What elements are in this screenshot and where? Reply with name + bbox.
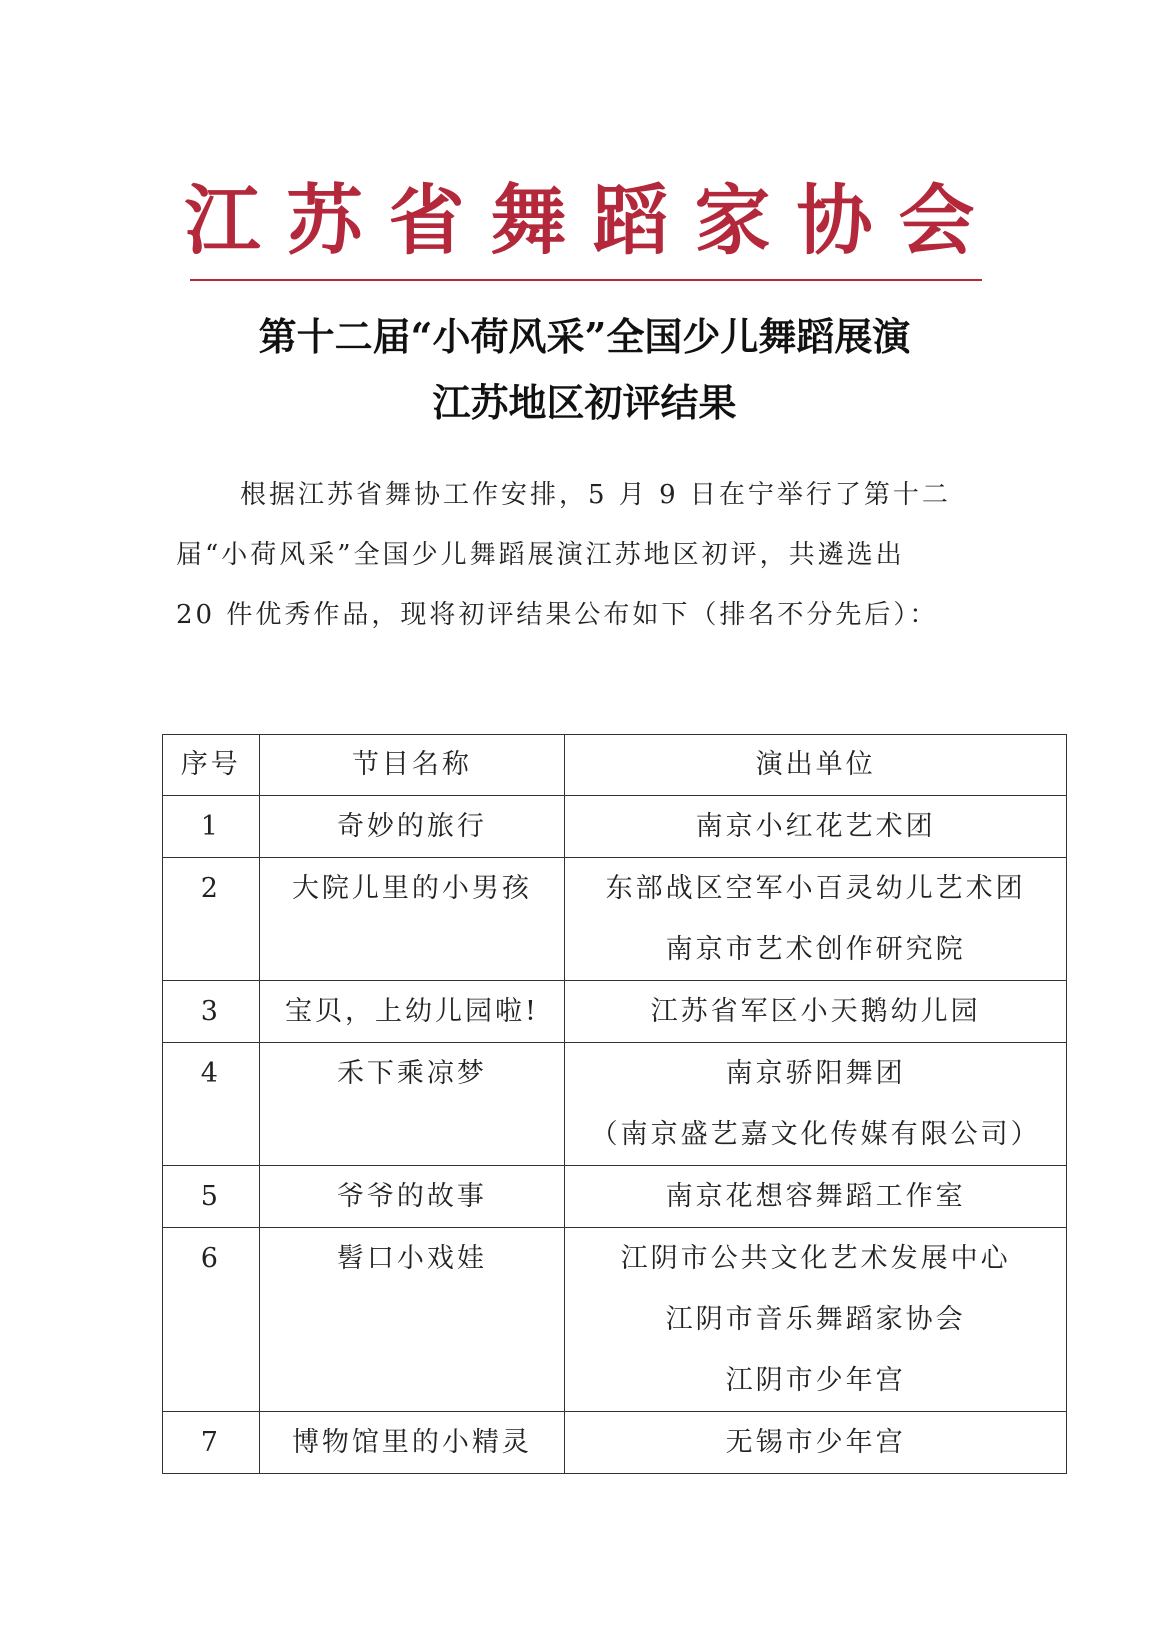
table-row <box>163 981 1067 1043</box>
performing-unit: 东部战区空军小百灵幼儿艺术团 南京市艺术创作研究院 <box>565 858 1067 981</box>
performing-unit: 江苏省军区小天鹅幼儿园 <box>565 981 1067 1043</box>
performing-unit: 南京小红花艺术团 <box>565 796 1067 858</box>
table-row <box>163 1166 1067 1228</box>
row-number: 6 <box>163 1228 260 1412</box>
results-table <box>162 734 1067 1474</box>
table-row <box>163 1228 1067 1412</box>
table-header-row <box>163 735 1067 796</box>
performing-unit: 江阴市公共文化艺术发展中心 江阴市音乐舞蹈家协会 江阴市少年宫 <box>565 1228 1067 1412</box>
table-row <box>163 796 1067 858</box>
program-name: 宝贝，上幼儿园啦! <box>259 981 565 1043</box>
program-name: 髫口小戏娃 <box>259 1228 565 1412</box>
row-number: 7 <box>163 1412 260 1474</box>
table-row <box>163 1043 1067 1166</box>
row-number: 3 <box>163 981 260 1043</box>
row-number: 4 <box>163 1043 260 1166</box>
program-name: 禾下乘凉梦 <box>259 1043 565 1166</box>
row-number: 2 <box>163 858 260 981</box>
program-name: 博物馆里的小精灵 <box>259 1412 565 1474</box>
table-row <box>163 858 1067 981</box>
document-title-line-2: 江苏地区初评结果 <box>432 380 737 425</box>
intro-paragraph <box>176 465 996 645</box>
column-header-unit: 演出单位 <box>565 735 1067 796</box>
column-header-number: 序号 <box>163 735 260 796</box>
program-name: 大院儿里的小男孩 <box>259 858 565 981</box>
intro-line: 届“小荷风采”全国少儿舞蹈展演江苏地区初评，共遴选出 <box>176 540 905 570</box>
performing-unit: 无锡市少年宫 <box>565 1412 1067 1474</box>
intro-line: 根据江苏省舞协工作安排，5 月 9 日在宁举行了第十二 <box>240 480 951 510</box>
program-name: 爷爷的故事 <box>259 1166 565 1228</box>
row-number: 5 <box>163 1166 260 1228</box>
header-divider <box>190 279 982 281</box>
document-title-line-1: 第十二届“小荷风采”全国少儿舞蹈展演 <box>258 314 911 359</box>
column-header-program: 节目名称 <box>259 735 565 796</box>
performing-unit: 南京骄阳舞团 （南京盛艺嘉文化传媒有限公司） <box>565 1043 1067 1166</box>
performing-unit: 南京花想容舞蹈工作室 <box>565 1166 1067 1228</box>
intro-line: 20 件优秀作品，现将初评结果公布如下（排名不分先后）： <box>176 600 939 630</box>
program-name: 奇妙的旅行 <box>259 796 565 858</box>
table-row <box>163 1412 1067 1474</box>
row-number: 1 <box>163 796 260 858</box>
organization-header: 江苏省舞蹈家协会 <box>184 176 1001 265</box>
